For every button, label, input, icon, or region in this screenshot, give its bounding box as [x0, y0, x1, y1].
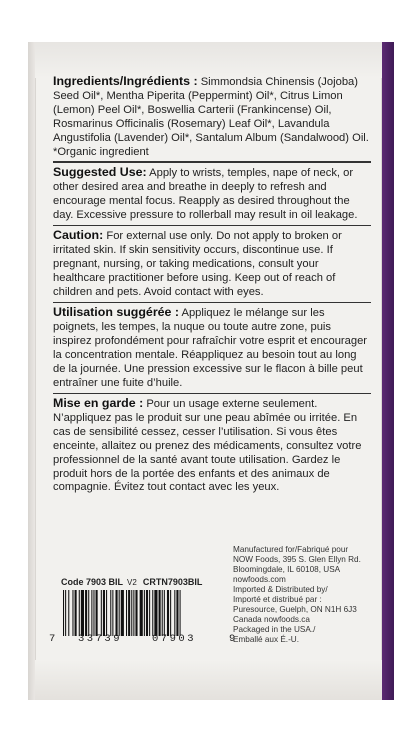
manufacturer-line: Packaged in the USA./	[233, 625, 316, 634]
box-bottom-flap	[35, 660, 382, 700]
barcode-bar	[101, 590, 102, 636]
barcode-bar	[154, 590, 157, 636]
barcode-check-digit: 9	[229, 633, 236, 645]
barcode-bar	[96, 590, 98, 636]
carton-code: CRTN7903BIL	[142, 577, 203, 587]
barcode-bar	[81, 590, 84, 636]
barcode-bar	[103, 590, 105, 636]
suggested-use-text: Apply to wrists, temples, nape of neck, or other desired area and breathe in deeply to refresh and encourage mental focus. Reapply as desired throughout the day. Excessive pressure to rollerball may result in oil leakage.	[53, 166, 358, 221]
product-code: Code 7903 BIL	[61, 577, 124, 587]
purple-side-stripe	[382, 42, 394, 700]
barcode-bar	[140, 590, 143, 636]
section-divider	[53, 225, 371, 227]
barcode-bar	[79, 590, 80, 636]
barcode-bar	[146, 590, 148, 636]
barcode-bar	[176, 590, 178, 636]
manufacturer-line: Puresource, Guelph, ON N1H 6J3	[233, 605, 357, 614]
caution-section	[53, 229, 371, 300]
barcode-bar	[128, 590, 130, 636]
barcode-bar	[126, 590, 127, 636]
barcode-bar	[63, 590, 64, 636]
product-codes	[61, 577, 202, 587]
barcode-bar	[116, 590, 118, 636]
barcode-bar	[152, 590, 153, 636]
barcode-bar	[180, 590, 181, 636]
manufacturer-line: Bloomingdale, IL 60108, USA	[233, 565, 341, 574]
barcode-bar	[119, 590, 120, 636]
barcode-bar	[174, 590, 175, 636]
caution-text: For external use only. Do not apply to broken or irritated skin. If skin sensitivity occurs, discontinue use. If pregnant, nursing, or taking medications, consult your healthcare practitioner before using. Keep out of reach of children and pets. Avoid contact with eyes.	[53, 230, 342, 298]
manufacturer-line: Canada nowfoods.ca	[233, 615, 310, 624]
manufacturer-line: Emballé aux É.-U.	[233, 635, 299, 644]
barcode-bar	[85, 590, 87, 636]
barcode-bar	[149, 590, 150, 636]
barcode-bar	[106, 590, 107, 636]
box-top-flap	[35, 42, 382, 78]
barcode-bar	[110, 590, 111, 636]
barcode-bar	[91, 590, 92, 636]
barcode-left-group: 33739	[78, 633, 123, 645]
suggested-use-section	[53, 166, 371, 223]
barcode-bar	[88, 590, 89, 636]
barcode-bar	[68, 590, 69, 636]
barcode-bar	[112, 590, 113, 636]
manufacturer-line: Importé et distribué par :	[233, 595, 322, 604]
barcode-bar	[72, 590, 73, 636]
section-divider	[53, 302, 371, 304]
manufacturer-line: NOW Foods, 395 S. Glen Ellyn Rd.	[233, 555, 361, 564]
barcode-bar	[135, 590, 137, 636]
manufacturer-line: Imported & Distributed by/	[233, 585, 328, 594]
barcode-bar	[75, 590, 77, 636]
mise-en-garde-heading: Mise en garde :	[53, 396, 144, 411]
upc-barcode	[61, 590, 222, 636]
utilisation-section	[53, 306, 371, 390]
utilisation-text: Appliquez le mélange sur les poignets, les tempes, la nuque ou toute autre zone, puis inspirez profondément pour rafraîchir votre esprit et encourager la concentration mentale. Réappliquez au besoin tout au long de la journée. Une pression excessive sur le flacon à bille peut entraîner une fuite d’huile.	[53, 307, 368, 389]
barcode-lead-digit: 7	[49, 633, 56, 645]
utilisation-heading: Utilisation suggérée :	[53, 305, 179, 320]
mise-en-garde-text: Pour un usage externe seulement. N’appliquez pas le produit sur une peau abîmée ou irritée. En cas de sensibilité cessez, cesser l’utilisation. Si vous êtes enceinte, allaitez ou prenez des médicaments, consultez votre professionnel de la santé avant toute utilisation. Gardez le produit hors de la portée des enfants et des animaux de compagnie. Évitez tout contact avec les yeux.	[53, 398, 362, 494]
section-divider	[53, 393, 371, 395]
caution-heading: Caution:	[53, 228, 104, 243]
barcode-bar	[93, 590, 94, 636]
barcode-bar	[159, 590, 161, 636]
label-text-panel	[53, 75, 371, 497]
manufacturer-line: nowfoods.com	[233, 575, 286, 584]
barcode-right-group: 07903	[152, 633, 197, 645]
barcode-bar	[162, 590, 163, 636]
barcode-bar	[164, 590, 165, 636]
barcode-bar	[144, 590, 145, 636]
version-code: V2	[127, 578, 137, 587]
barcode-bar	[65, 590, 66, 636]
ingredients-text: Simmondsia Chinensis (Jojoba) Seed Oil*, Mentha Piperita (Peppermint) Oil*, Citrus Limon (Lemon) Peel Oil*, Boswellia Carterii (Frankincense) Oil, Rosmarinus Officinalis (Rosemary) Leaf Oil*, Lavandula Angustifolia (Lavender) Oil*, Santalum Album (Sandalwood) Oil. *Organic ingredient	[53, 76, 369, 158]
barcode-bar	[167, 590, 169, 636]
section-divider	[53, 161, 371, 163]
mise-en-garde-section	[53, 397, 371, 495]
barcode-bar	[131, 590, 132, 636]
ingredients-section	[53, 75, 371, 159]
manufacturer-line: Manufactured for/Fabriqué pour	[233, 545, 349, 554]
barcode-bar	[121, 590, 124, 636]
ingredients-heading: Ingredients/Ingrédients :	[53, 74, 198, 88]
manufacturer-info	[233, 545, 378, 645]
barcode-bar	[133, 590, 134, 636]
suggested-use-heading: Suggested Use:	[53, 164, 147, 179]
barcode-bar	[170, 590, 171, 636]
bottom-info-area	[49, 545, 371, 655]
